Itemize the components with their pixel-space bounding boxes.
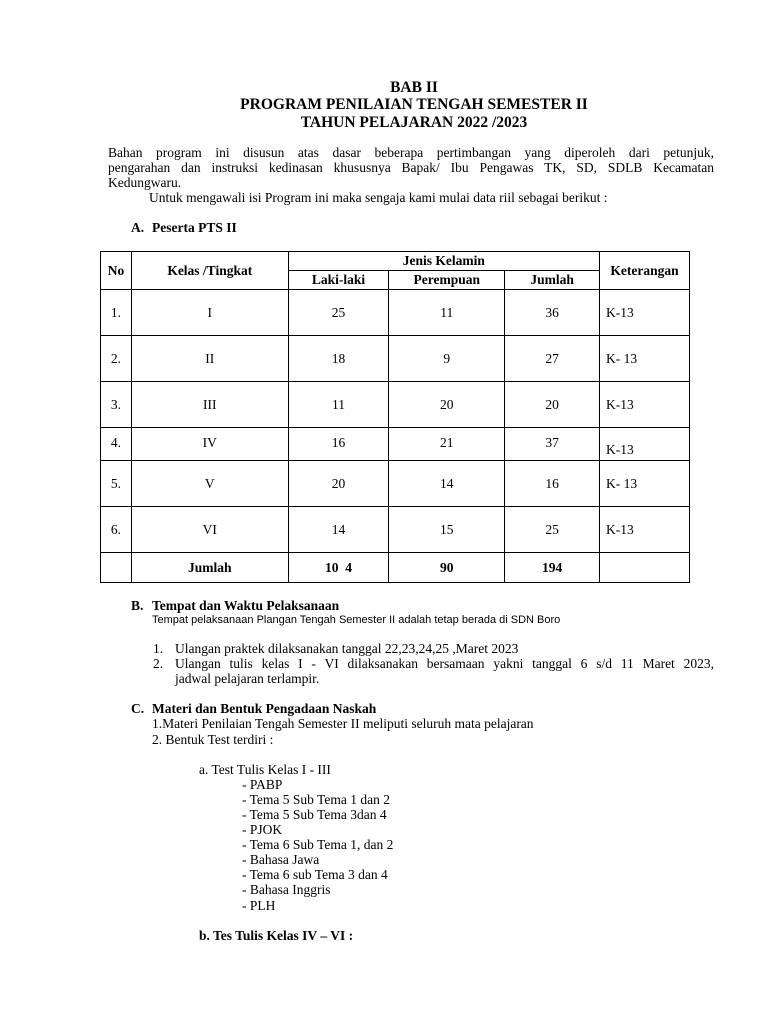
cell-no: 1. xyxy=(101,290,132,336)
header-laki: Laki-laki xyxy=(288,271,389,290)
cell-no: 6. xyxy=(101,507,132,553)
section-c-line-2: 2. Bentuk Test terdiri : xyxy=(152,732,274,747)
intro-line-1: Bahan program ini disusun atas dasar beberapa pertimbangan yang diperoleh dari petunjuk, xyxy=(108,145,714,160)
cell-keterangan: K-13 xyxy=(600,382,690,428)
list-item: Ulangan praktek dilaksanakan tanggal 22,23,24,25 ,Maret 2023 xyxy=(175,641,519,656)
total-perempuan: 90 xyxy=(389,553,505,583)
cell-jumlah: 25 xyxy=(505,507,600,553)
header-keterangan: Keterangan xyxy=(600,252,690,290)
table-row xyxy=(101,461,690,507)
total-laki: 10 4 xyxy=(288,553,389,583)
header-jenis-kelamin: Jenis Kelamin xyxy=(288,252,599,271)
section-b-label: B. xyxy=(131,598,144,613)
total-label: Jumlah xyxy=(131,553,288,583)
list-item: - PABP xyxy=(242,777,283,792)
list-item-number: 2. xyxy=(153,656,164,671)
cell-kelas: II xyxy=(131,336,288,382)
section-a-label: A. xyxy=(131,220,145,235)
cell-kelas: VI xyxy=(131,507,288,553)
cell-no-empty xyxy=(101,553,132,583)
cell-jumlah: 27 xyxy=(505,336,600,382)
list-item: - Tema 6 Sub Tema 1, dan 2 xyxy=(242,837,394,852)
sub-b-heading: b. Tes Tulis Kelas IV – VI : xyxy=(199,928,354,943)
intro-line-2: pengarahan dan instruksi kedinasan khususnya Bapak/ Ibu Pengawas TK, SD, SDLB Kecamatan xyxy=(108,160,714,175)
cell-perempuan: 20 xyxy=(389,382,505,428)
cell-perempuan: 11 xyxy=(389,290,505,336)
cell-no: 4. xyxy=(101,428,132,461)
table-total-row xyxy=(101,553,690,583)
peserta-table xyxy=(100,251,690,583)
cell-laki: 11 xyxy=(288,382,389,428)
cell-keterangan: K- 13 xyxy=(600,336,690,382)
cell-keterangan: K-13 xyxy=(600,428,690,461)
year-title: TAHUN PELAJARAN 2022 /2023 xyxy=(300,114,528,131)
table-row xyxy=(101,336,690,382)
chapter-title: BAB II xyxy=(390,79,438,96)
sub-a-heading: a. Test Tulis Kelas I - III xyxy=(199,762,331,777)
list-item: - Tema 6 sub Tema 3 dan 4 xyxy=(242,867,388,882)
cell-laki: 18 xyxy=(288,336,389,382)
program-title: PROGRAM PENILAIAN TENGAH SEMESTER II xyxy=(240,96,588,113)
list-item-number: 1. xyxy=(153,641,164,656)
section-c-label: C. xyxy=(131,701,145,716)
cell-laki: 20 xyxy=(288,461,389,507)
list-item: - Bahasa Inggris xyxy=(242,882,331,897)
cell-laki: 14 xyxy=(288,507,389,553)
cell-keterangan: K-13 xyxy=(600,290,690,336)
cell-no: 2. xyxy=(101,336,132,382)
table-row xyxy=(101,507,690,553)
table-row xyxy=(101,382,690,428)
cell-kelas: I xyxy=(131,290,288,336)
cell-keterangan: K- 13 xyxy=(600,461,690,507)
cell-perempuan: 21 xyxy=(389,428,505,461)
list-item: - Tema 5 Sub Tema 1 dan 2 xyxy=(242,792,390,807)
list-item-continuation: jadwal pelajaran terlampir. xyxy=(175,671,320,686)
cell-laki: 16 xyxy=(288,428,389,461)
section-c-line-1: 1.Materi Penilaian Tengah Semester II meliputi seluruh mata pelajaran xyxy=(152,716,534,731)
list-item: - PLH xyxy=(242,898,276,913)
cell-jumlah: 16 xyxy=(505,461,600,507)
section-c-title: Materi dan Bentuk Pengadaan Naskah xyxy=(152,701,377,716)
table-row xyxy=(101,428,690,461)
cell-laki: 25 xyxy=(288,290,389,336)
intro-paragraph-2: Untuk mengawali isi Program ini maka sengaja kami mulai data riil sebagai berikut : xyxy=(149,190,608,205)
cell-perempuan: 15 xyxy=(389,507,505,553)
cell-no: 5. xyxy=(101,461,132,507)
intro-line-3: Kedungwaru. xyxy=(108,175,182,190)
cell-jumlah: 36 xyxy=(505,290,600,336)
total-keterangan xyxy=(600,553,690,583)
cell-kelas: III xyxy=(131,382,288,428)
cell-perempuan: 14 xyxy=(389,461,505,507)
section-a-title: Peserta PTS II xyxy=(152,220,237,235)
cell-jumlah: 20 xyxy=(505,382,600,428)
header-perempuan: Perempuan xyxy=(389,271,505,290)
cell-perempuan: 9 xyxy=(389,336,505,382)
section-b-subtitle: Tempat pelaksanaan Plangan Tengah Semester II adalah tetap berada di SDN Boro xyxy=(152,614,561,626)
list-item: - PJOK xyxy=(242,822,283,837)
list-item: - Tema 5 Sub Tema 3dan 4 xyxy=(242,807,387,822)
cell-jumlah: 37 xyxy=(505,428,600,461)
list-item: Ulangan tulis kelas I - VI dilaksanakan bersamaan yakni tanggal 6 s/d 11 Maret 2023, xyxy=(175,656,714,671)
header-jumlah: Jumlah xyxy=(505,271,600,290)
header-kelas: Kelas /Tingkat xyxy=(131,252,288,290)
cell-no: 3. xyxy=(101,382,132,428)
cell-kelas: IV xyxy=(131,428,288,461)
total-jumlah: 194 xyxy=(505,553,600,583)
header-no: No xyxy=(101,252,132,290)
table-row xyxy=(101,290,690,336)
list-item: - Bahasa Jawa xyxy=(242,852,320,867)
cell-kelas: V xyxy=(131,461,288,507)
cell-keterangan: K-13 xyxy=(600,507,690,553)
section-b-title: Tempat dan Waktu Pelaksanaan xyxy=(152,598,340,613)
